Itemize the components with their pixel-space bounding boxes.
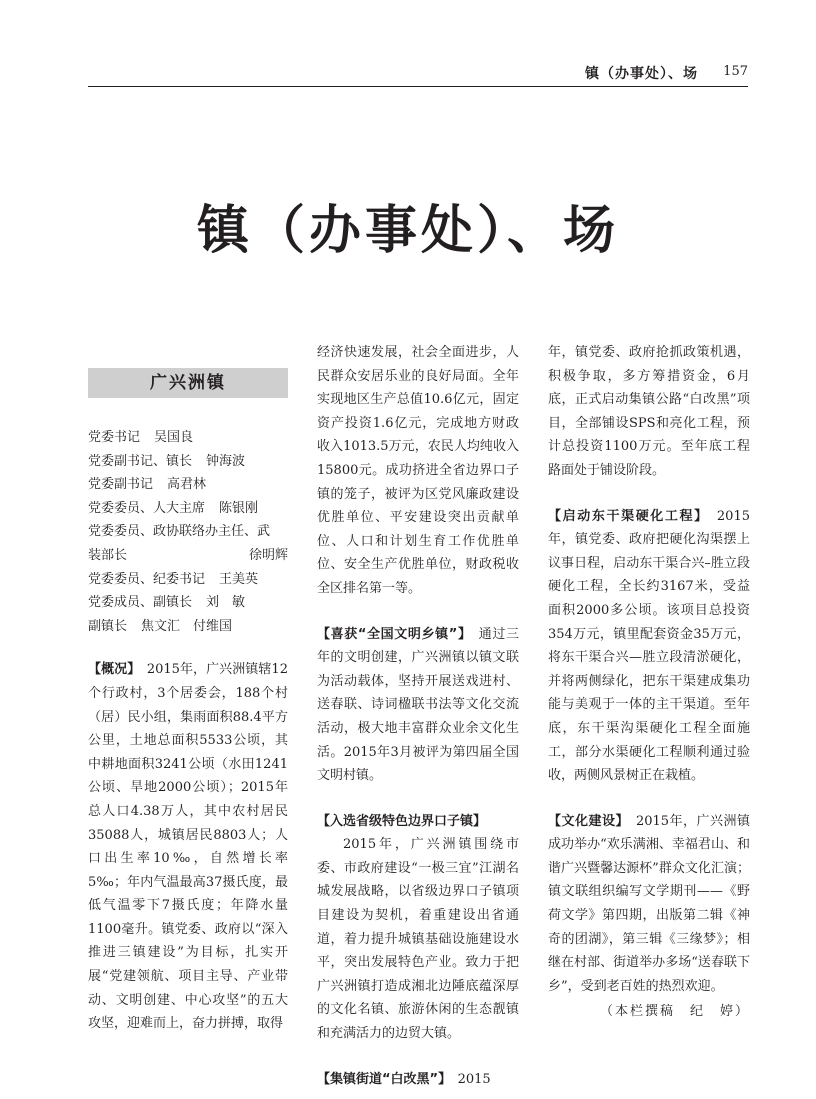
roster-name: 陈银刚 (219, 500, 259, 516)
roster-name: 吴国良 (154, 430, 194, 445)
roster-item (88, 520, 288, 544)
roster-item (88, 615, 288, 639)
roster-item (88, 568, 288, 592)
wenming-heading: 【喜获“全国文明乡镇”】 (317, 626, 466, 642)
roster-item (88, 473, 288, 497)
baigaihei-paragraph-start (317, 1068, 519, 1092)
leadership-roster (88, 426, 288, 638)
dongganqu-heading: 【启动东干渠硬化工程】 (548, 508, 703, 524)
wenhua-heading: 【文化建设】 (548, 813, 623, 829)
roster-name: 焦文汇 付维国 (141, 618, 233, 634)
overview-continued: 经济快速发展，社会全面进步，人民群众安居乐业的良好局面。全年实现地区生产总值10.6亿元，固定资产投资1.6亿元，完成地方财政收入1013.5万元，农民人均纯收入15800元。成功挤进全省边界口子镇的笼子，被评为区党风廉政建设优胜单位、平安建设突出贡献单位、人口和计划生育工作优胜单位、安全生产优胜单位，财政税收全区排名第一等。 (317, 345, 519, 596)
roster-role: 党委成员、副镇长 (88, 595, 193, 611)
chapter-title: 镇（办事处）、场 (196, 201, 619, 261)
running-head (88, 63, 748, 85)
roster-role: 党委委员、政协联络办主任、武 (88, 524, 271, 540)
overview-paragraph (88, 658, 288, 1036)
baigaihei-heading: 【集镇街道“白改黑”】 (317, 1071, 445, 1087)
roster-item (88, 426, 288, 450)
overview-text: 2015年，广兴洲镇辖12个行政村，3个居委会，188个村（居）民小组，集雨面积88.4平方公里，土地总面积5533公顷，其中耕地面积3241公顷（水田1241公顷、旱地2000公顷）；2015年总人口4.38万人，其中农村居民35088人，城镇居民8803人；人口出生率10‰，自然增长率5‰；年内气温最高37摄氏度，最低气温零下7摄氏度；年降水量1100毫升。镇党委、政府以“深入推进三镇建设”为目标，扎实开展“党建领航、项目主导、产业带动、文明创建、中心攻坚”的五大攻坚，迎难而上，奋力拼搏，取得 (88, 662, 288, 1032)
page-number: 157 (723, 64, 748, 79)
column-1 (88, 368, 288, 1036)
byline: （本栏撰稿 纪 婷） (599, 1004, 750, 1020)
bianjie-text: 2015年，广兴洲镇围绕市委、市政府建设“一极三宜”江湖名城发展战略，以省级边界口子镇项目建设为契机，着重建设出省通道，着力提升城镇基础设施建设水平，突出发展特色产业。致力于把广兴洲镇打造成湘北边陲底蕴深厚的文化名镇、旅游休闲的生态靓镇和充满活力的边贸大镇。 (317, 837, 519, 1042)
column-2 (317, 341, 519, 1091)
baigaihei-text-end: 年，镇党委、政府抢抓政策机遇，积极争取，多方筹措资金，6月底，正式启动集镇公路“白改黑”项目，全部铺设SPS和亮化工程，预计总投资1100万元。至年底工程路面处于铺设阶段。 (548, 345, 750, 478)
running-head-title: 镇（办事处）、场 (585, 66, 698, 82)
roster-item (88, 450, 288, 474)
roster-item (88, 591, 288, 615)
bianjie-heading: 【入选省级特色边界口子镇】 (317, 813, 487, 829)
roster-item (88, 544, 288, 568)
roster-role: 装部长 (88, 547, 128, 563)
roster-role: 党委副书记 (88, 477, 154, 493)
roster-role: 党委副书记、镇长 (88, 453, 193, 469)
wenming-text: 通过三年的文明创建，广兴洲镇以镇文联为活动载体，坚持开展送戏进村、送春联、诗词楹联书法等文化交流活动，极大地丰富群众业余文化生活。2015年3月被评为第四届全国文明村镇。 (317, 626, 519, 784)
column-3 (548, 341, 750, 1024)
roster-name: 钟海波 (206, 453, 246, 469)
roster-item (88, 497, 288, 521)
dongganqu-text: 2015年，镇党委、政府把硬化沟渠摆上议事日程，启动东干渠合兴–胜立段硬化工程，全长约3167米，受益面积2000多公顷。该项目总投资354万元，镇里配套资金35万元，将东干渠合兴—胜立段清淤硬化，并将两侧绿化，把东干渠建成集功能与美观于一体的主干渠道。至年底，东干渠沟渠硬化工程全面施工，部分水渠硬化工程顺利通过验收，两侧风景树正在栽植。 (548, 508, 750, 784)
wenming-paragraph (317, 623, 519, 788)
wenhua-paragraph (548, 810, 750, 999)
roster-role: 党委委员、人大主席 (88, 500, 206, 516)
roster-name: 王美英 (219, 571, 259, 587)
roster-name: 徐明辉 (248, 547, 288, 563)
roster-role: 党委书记 (88, 430, 141, 445)
overview-heading: 【概况】 (88, 662, 134, 678)
header-rule (88, 86, 748, 87)
wenhua-text: 2015年，广兴洲镇成功举办“欢乐满湘、幸福君山、和谐广兴暨馨达源杯”群众文化汇演；镇文联组织编写文学期刊——《野荷文学》第四期，出版第二辑《神奇的团湖》，第三辑《三缘梦》；相继在村部、街道举办多场“送春联下乡”，受到老百姓的热烈欢迎。 (548, 813, 750, 994)
bianjie-heading-line (317, 810, 519, 834)
section-title: 广兴洲镇 (88, 368, 288, 398)
roster-role: 副镇长 (88, 618, 128, 634)
baigaihei-text-start: 2015 (444, 1071, 491, 1087)
roster-name: 高君林 (167, 477, 207, 493)
roster-role: 党委委员、纪委书记 (88, 571, 206, 587)
roster-name: 刘 敏 (206, 595, 246, 611)
dongganqu-paragraph (548, 505, 750, 788)
